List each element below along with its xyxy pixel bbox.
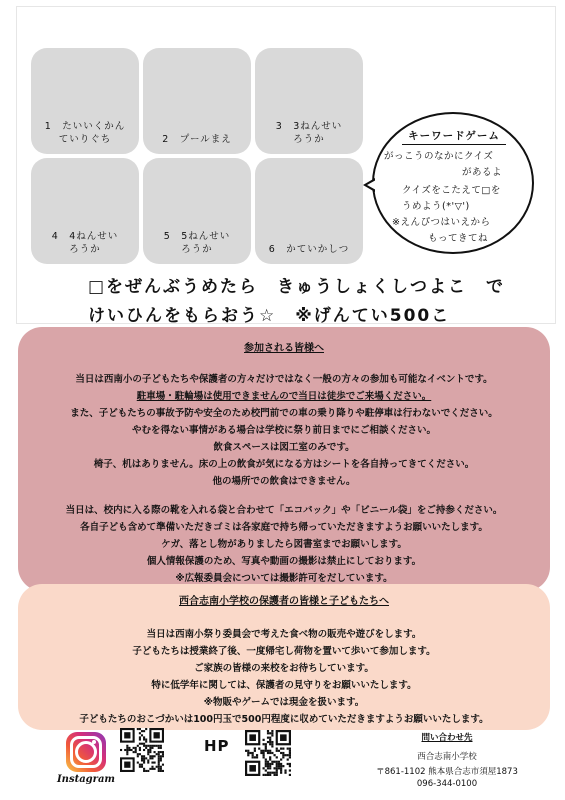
cell-label: 5 5ねんせい ろうか [163, 231, 231, 255]
contact-phone: 096-344-0100 [416, 779, 478, 789]
notice-line: ご家族の皆様の来校をお待ちしています。 [194, 663, 374, 674]
cell-label: 1 たいいくかん ていりぐち [44, 121, 126, 145]
hp-qr-code[interactable] [245, 730, 291, 776]
notice-line: やむを得ない事情がある場合は学校に祭り前日までにご相談ください。 [131, 425, 436, 436]
notice-line: 子どもたちのおこづかいは100円玉で500円程度に収めていただきますようお願いいたします。 [79, 714, 489, 725]
location-cell-4 [31, 158, 139, 264]
keyword-game-line: もってきてね [428, 233, 489, 244]
participants-notice-box [18, 327, 550, 591]
notice-line: 当日は西南小の子どもたちや保護者の方々だけではなく一般の方々の参加も可能なイベントです。 [75, 374, 493, 385]
contact-school-name: 西合志南小学校 [417, 752, 477, 762]
location-cell-3 [255, 48, 363, 154]
hp-label: HP [204, 737, 230, 755]
notice-line: 当日は西南小祭り委員会で考えた食べ物の販売や遊びをします。 [146, 629, 422, 640]
keyword-game-line: うめよう(*'▽') [402, 201, 470, 212]
keyword-game-line: があるよ [462, 167, 503, 178]
cell-label: 4 4ねんせい ろうか [51, 231, 119, 255]
keyword-game-line: クイズをこたえて□を [402, 185, 501, 196]
keyword-game-title: キーワードゲーム [402, 128, 506, 145]
parents-children-notice-box [18, 584, 550, 730]
location-cell-6 [255, 158, 363, 264]
cell-label: 3 3ねんせい ろうか [275, 121, 343, 145]
keyword-game-line: がっこうのなかにクイズ [384, 151, 494, 162]
notice-line: 駐車場・駐輪場は使用できませんので当日は徒歩でご来場ください。 [136, 391, 432, 402]
contact-address: 〒861-1102 熊本県合志市須屋1873 [376, 767, 518, 777]
parents-children-title: 西合志南小学校の保護者の皆様と子どもたちへ [179, 596, 389, 607]
cell-label: 2 プールまえ [162, 134, 232, 145]
notice-line: 他の場所での飲食はできません。 [212, 476, 356, 487]
notice-line: 個人情報保護のため、写真や動画の撮影は禁止にしております。 [146, 556, 422, 567]
notice-line: 各自子ども含めて準備いただきゴミは各家庭で持ち帰っていただきますようお願いいたします。 [80, 522, 488, 533]
location-cell-5 [143, 158, 251, 264]
location-cell-2 [143, 48, 251, 154]
notice-line: ※広報委員会については撮影許可をだしています。 [175, 573, 393, 584]
notice-line: ※物販やゲームでは現金を扱います。 [203, 697, 365, 708]
contact-title: 問い合わせ先 [421, 733, 473, 743]
headline-line-1: □をぜんぶうめたら きゅうしょくしつよこ で [88, 277, 506, 297]
participants-title: 参加される皆様へ [244, 343, 324, 354]
keyword-game-line: ※えんぴつはいえから [392, 217, 491, 228]
instagram-label: Instagram [57, 774, 115, 785]
instagram-qr-code[interactable] [120, 728, 164, 778]
cell-label: 6 かていかしつ [268, 244, 350, 255]
notice-line: 椅子、机はありません。床の上の飲食が気になる方はシートを各自持ってきてください。 [93, 459, 475, 470]
notice-line: 当日は、校内に入る際の靴を入れる袋と合わせて「エコバック」や「ビニール袋」をご持参ください。 [65, 505, 503, 516]
notice-line: 子どもたちは授業終了後、一度帰宅し荷物を置いて歩いて参加します。 [132, 646, 436, 657]
location-cell-1 [31, 48, 139, 154]
notice-line: ケガ、落とし物がありましたら図書室までお願いします。 [161, 539, 407, 550]
notice-line: 飲食スペースは図工室のみです。 [213, 442, 355, 453]
notice-line: また、子どもたちの事故予防や安全のため校門前での車の乗り降りや駐停車は行わないでください。 [70, 408, 498, 419]
headline-line-2: けいひんをもらおう☆ ※げんてい500こ [88, 306, 451, 326]
notice-line: 特に低学年に関しては、保護者の見守りをお願いいたします。 [151, 680, 417, 691]
